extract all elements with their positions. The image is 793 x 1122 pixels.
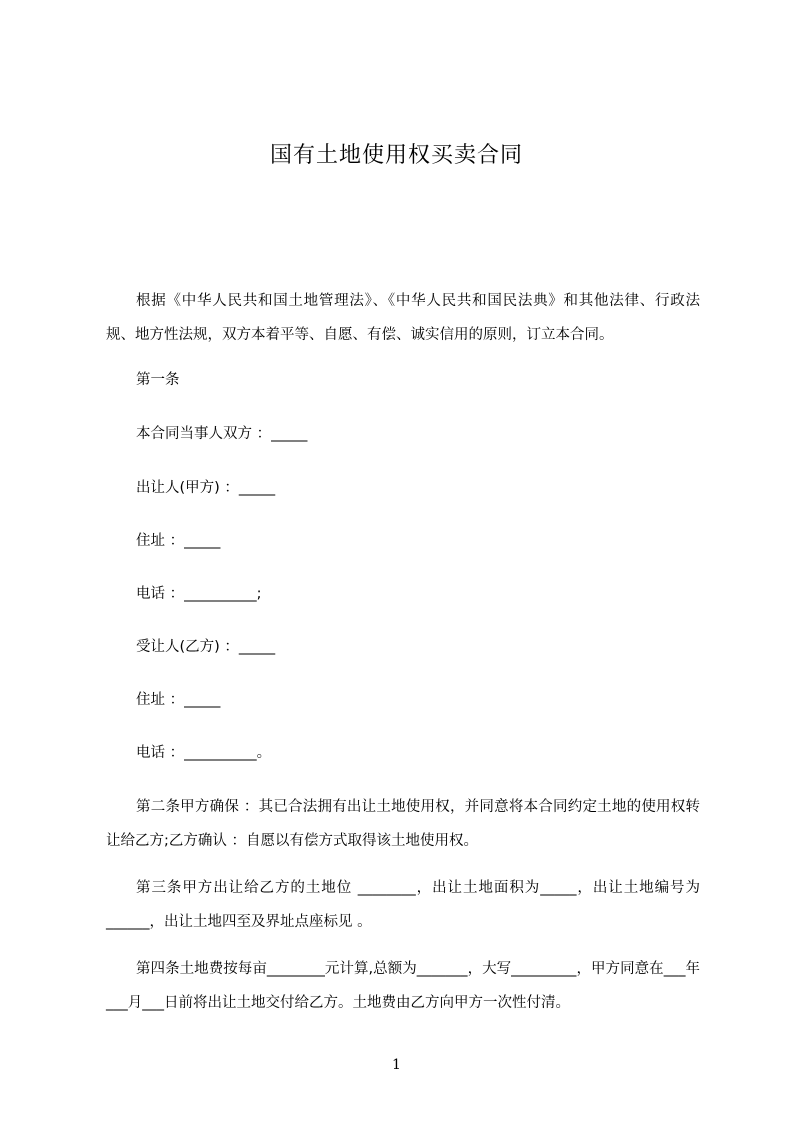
article-4-paragraph: 第四条土地费按每亩________元计算,总额为_______，大写_________，甲方同意在___年___月___日前将出让土地交付给乙方。土地费由乙方向甲方一次性付清。 [106,961,700,1011]
contract-title: 国有土地使用权买卖合同 [269,143,523,168]
article-1-heading: 第一条 [136,372,180,388]
article-2-paragraph: 第二条甲方确保 ：其已合法拥有出让土地使用权，并同意将本合同约定土地的使用权转让给乙方;乙方确认 ：自愿以有偿方式取得该土地使用权。 [106,799,700,849]
party-a-phone: 电话 ：__________; [136,586,262,602]
parties-line: 本合同当事人双方 ：_____ [136,426,308,442]
party-b-address: 住址 ：_____ [136,692,221,708]
party-a-line: 出让人(甲方) ：_____ [136,480,276,496]
page-number: 1 [392,1057,401,1073]
party-b-phone: 电话 ：__________。 [136,745,272,761]
party-a-address: 住址 ：_____ [136,533,221,549]
article-3-paragraph: 第三条甲方出让给乙方的土地位 ________，出让土地面积为_____，出让土地编号为______，出让土地四至及界址点座标见 。 [106,880,700,930]
party-b-line: 受让人(乙方) ：_____ [136,639,276,655]
intro-paragraph: 根据《中华人民共和国土地管理法》、《中华人民共和国民法典》和其他法律、行政法规、地方性法规，双方本着平等、自愿、有偿、诚实信用的原则，订立本合同。 [106,293,700,343]
